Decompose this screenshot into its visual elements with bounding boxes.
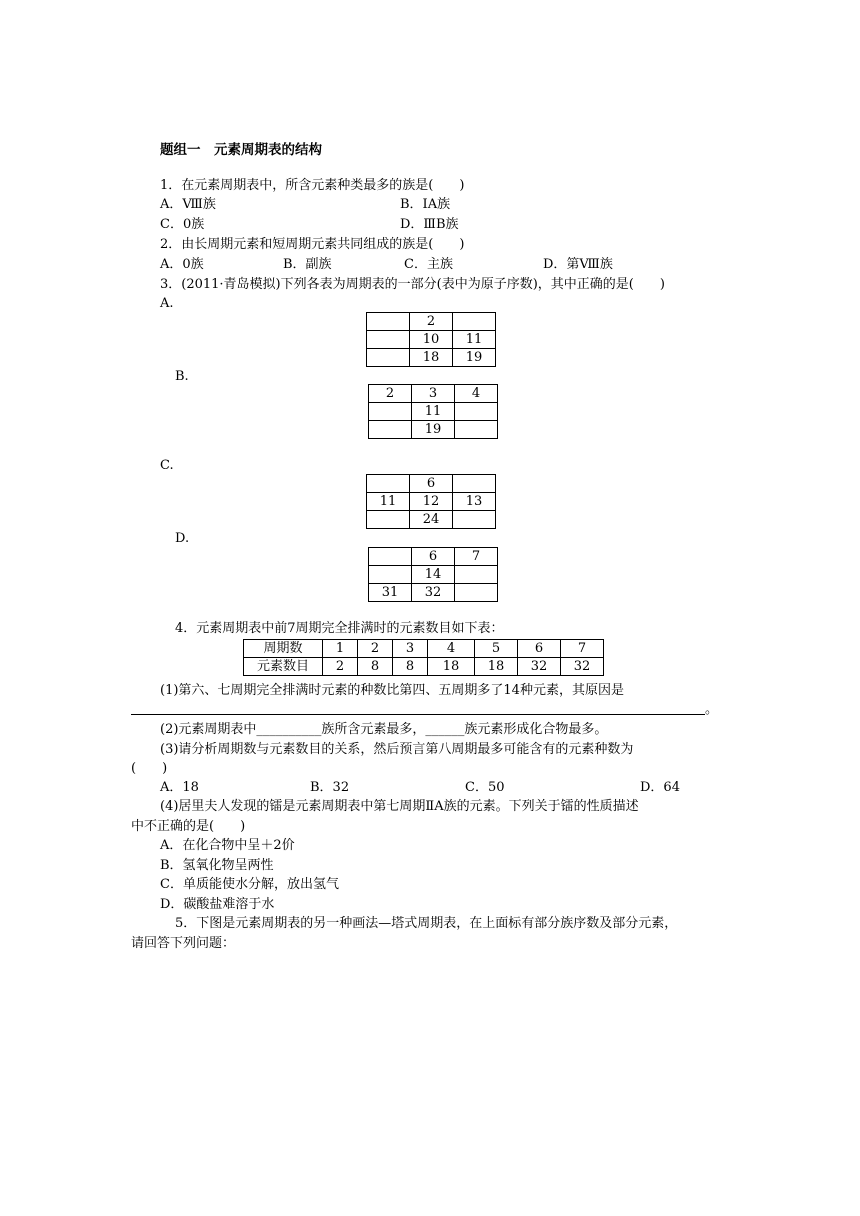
q3-label-b: B. bbox=[175, 369, 189, 384]
q4-table bbox=[243, 639, 604, 676]
q4-part3-paren: ( ) bbox=[131, 761, 168, 776]
table-cell: 24 bbox=[410, 511, 453, 529]
q4-stem: 4．元素周期表中前7周期完全排满时的元素数目如下表： bbox=[175, 621, 504, 636]
q4-part4-option-d: D．碳酸盐难溶于水 bbox=[160, 897, 275, 912]
table-cell: 19 bbox=[453, 349, 496, 367]
q3-table-a bbox=[366, 312, 496, 367]
table-cell: 11 bbox=[412, 403, 455, 421]
q3-table-c bbox=[366, 474, 496, 529]
q4-part1-end: 。 bbox=[705, 702, 719, 717]
q4-part3-option-d: D．64 bbox=[640, 780, 680, 795]
table-cell: 6 bbox=[518, 640, 561, 658]
table-cell: 2 bbox=[323, 658, 358, 676]
table-cell bbox=[453, 475, 496, 493]
q3-label-a: A. bbox=[160, 296, 174, 311]
q4-part4-cont: 中不正确的是( ) bbox=[131, 819, 246, 834]
table-cell: 18 bbox=[428, 658, 475, 676]
table-cell: 3 bbox=[412, 385, 455, 403]
q4-part3-option-a: A．18 bbox=[160, 780, 199, 795]
q1-option-d: D．ⅢB族 bbox=[400, 217, 459, 232]
table-cell: 4 bbox=[428, 640, 475, 658]
table-cell: 5 bbox=[475, 640, 518, 658]
q3-label-c: C. bbox=[160, 458, 174, 473]
table-cell: 31 bbox=[369, 584, 412, 602]
section-title: 题组一 元素周期表的结构 bbox=[160, 142, 322, 158]
q4-part4: (4)居里夫人发现的镭是元素周期表中第七周期ⅡA族的元素。下列关于镭的性质描述 bbox=[160, 799, 639, 814]
q4-part3-option-c: C．50 bbox=[465, 780, 505, 795]
q4-part4-option-a: A．在化合物中呈＋2价 bbox=[160, 838, 295, 853]
table-cell: 32 bbox=[518, 658, 561, 676]
table-cell: 周期数 bbox=[244, 640, 323, 658]
q1-option-c: C．0族 bbox=[160, 217, 205, 232]
q4-part4-option-c: C．单质能使水分解，放出氢气 bbox=[160, 877, 339, 892]
table-cell bbox=[369, 566, 412, 584]
q5-stem: 5．下图是元素周期表的另一种画法—塔式周期表，在上面标有部分族序数及部分元素， bbox=[175, 916, 678, 931]
q1-option-b: B．ⅠA族 bbox=[400, 197, 451, 212]
q4-part1: (1)第六、七周期完全排满时元素的种数比第四、五周期多了14种元素，其原因是 bbox=[160, 683, 624, 698]
table-cell bbox=[455, 403, 498, 421]
table-cell: 2 bbox=[358, 640, 393, 658]
table-cell: 14 bbox=[412, 566, 455, 584]
table-cell: 7 bbox=[455, 548, 498, 566]
table-cell: 18 bbox=[475, 658, 518, 676]
table-cell: 11 bbox=[367, 493, 410, 511]
q2-stem: 2．由长周期元素和短周期元素共同组成的族是( ) bbox=[160, 237, 465, 252]
q2-option-a: A．0族 bbox=[160, 257, 204, 272]
q4-part3-option-b: B．32 bbox=[310, 780, 350, 795]
table-cell: 7 bbox=[561, 640, 604, 658]
table-cell: 2 bbox=[369, 385, 412, 403]
q2-option-b: B．副族 bbox=[283, 257, 332, 272]
table-cell: 13 bbox=[453, 493, 496, 511]
table-cell: 元素数目 bbox=[244, 658, 323, 676]
table-cell: 6 bbox=[410, 475, 453, 493]
table-cell bbox=[369, 403, 412, 421]
table-cell: 8 bbox=[358, 658, 393, 676]
q3-stem: 3．(2011·青岛模拟)下列各表为周期表的一部分(表中为原子序数)，其中正确的是( ) bbox=[160, 277, 665, 292]
table-cell: 18 bbox=[410, 349, 453, 367]
table-cell: 12 bbox=[410, 493, 453, 511]
table-cell bbox=[367, 331, 410, 349]
q1-stem: 1．在元素周期表中，所含元素种类最多的族是( ) bbox=[160, 178, 465, 193]
table-cell bbox=[367, 313, 410, 331]
q4-part3: (3)请分析周期数与元素数目的关系，然后预言第八周期最多可能含有的元素种数为 bbox=[160, 742, 634, 757]
table-cell: 19 bbox=[412, 421, 455, 439]
table-cell: 11 bbox=[453, 331, 496, 349]
table-cell bbox=[367, 475, 410, 493]
table-cell: 1 bbox=[323, 640, 358, 658]
table-cell bbox=[455, 584, 498, 602]
q3-table-b bbox=[368, 384, 498, 439]
table-cell: 6 bbox=[412, 548, 455, 566]
q4-part2: (2)元素周期表中__________族所含元素最多，______族元素形成化合物最多。 bbox=[160, 722, 608, 737]
q2-option-d: D．第Ⅷ族 bbox=[543, 257, 613, 272]
table-cell: 4 bbox=[455, 385, 498, 403]
q3-table-d bbox=[368, 547, 498, 602]
q1-option-a: A．Ⅷ族 bbox=[160, 197, 216, 212]
table-cell: 2 bbox=[410, 313, 453, 331]
table-cell: 32 bbox=[561, 658, 604, 676]
table-cell: 3 bbox=[393, 640, 428, 658]
q5-stem-cont: 请回答下列问题： bbox=[131, 936, 236, 951]
table-cell bbox=[369, 548, 412, 566]
table-cell bbox=[453, 313, 496, 331]
table-cell bbox=[367, 511, 410, 529]
answer-line bbox=[131, 714, 705, 715]
table-cell: 10 bbox=[410, 331, 453, 349]
table-cell bbox=[367, 349, 410, 367]
table-cell bbox=[455, 421, 498, 439]
table-cell bbox=[453, 511, 496, 529]
table-cell bbox=[455, 566, 498, 584]
table-cell: 32 bbox=[412, 584, 455, 602]
table-cell bbox=[369, 421, 412, 439]
q4-part4-option-b: B．氢氧化物呈两性 bbox=[160, 858, 274, 873]
q2-option-c: C．主族 bbox=[404, 257, 453, 272]
q3-label-d: D. bbox=[175, 531, 190, 546]
table-cell: 8 bbox=[393, 658, 428, 676]
